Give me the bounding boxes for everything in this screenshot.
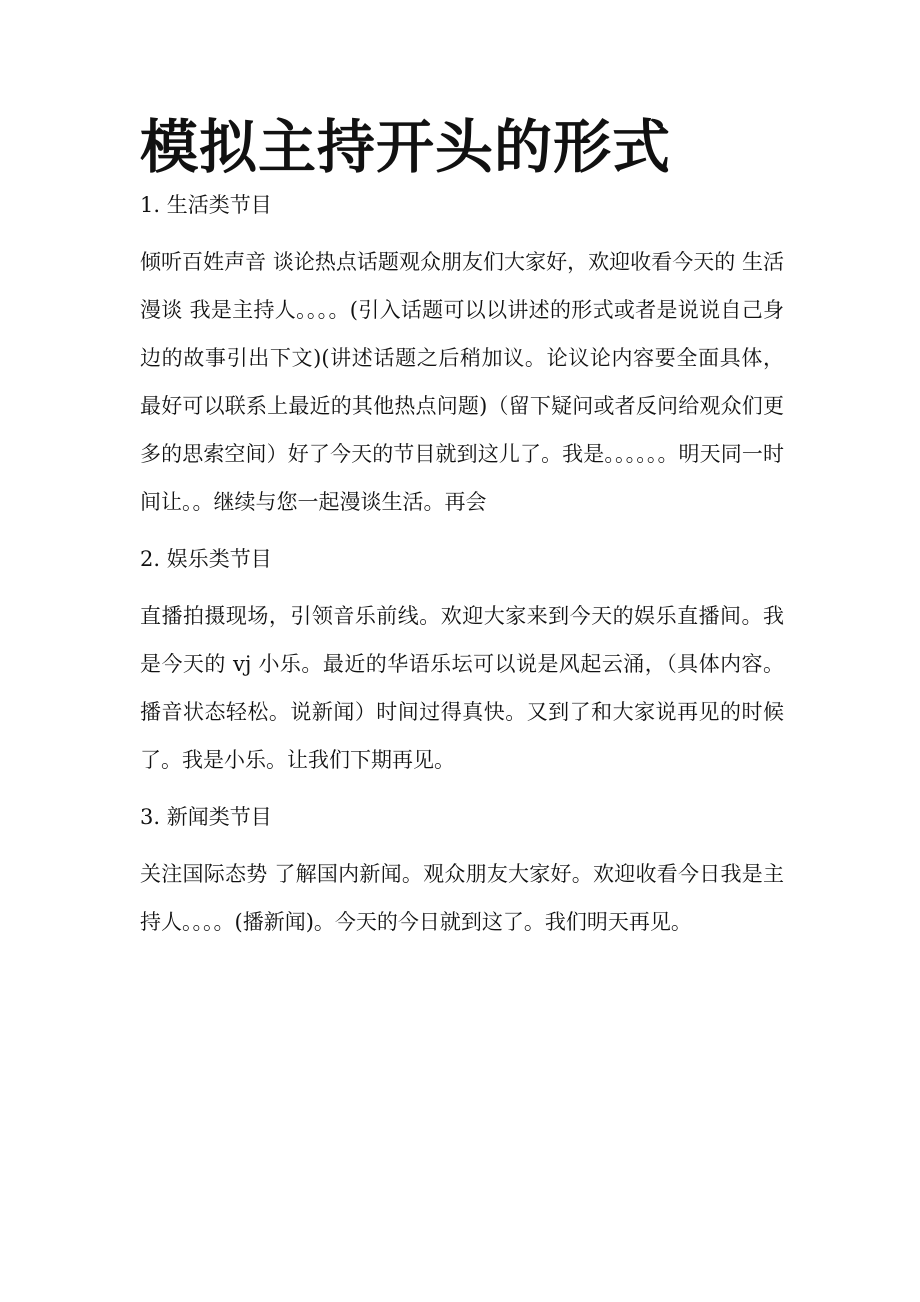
document-page	[140, 0, 784, 946]
document-title: 模拟主持开头的形式	[140, 113, 672, 181]
section-heading-entertainment: 2. 娱乐类节目	[140, 547, 272, 571]
section-heading-news: 3. 新闻类节目	[140, 805, 272, 829]
section-heading-life: 1. 生活类节目	[140, 193, 272, 217]
section-paragraph-news: 关注国际态势 了解国内新闻。观众朋友大家好。欢迎收看今日我是主持人。。。。(播新闻)。今天的今日就到这了。我们明天再见。	[140, 862, 784, 934]
section-paragraph-entertainment: 直播拍摄现场，引领音乐前线。欢迎大家来到今天的娱乐直播间。我是今天的 vj 小乐。最近的华语乐坛可以说是风起云涌，（具体内容。播音状态轻松。说新闻）时间过得真快。又到了和大家说再见的时候了。我是小乐。让我们下期再见。	[140, 604, 784, 772]
section-paragraph-life: 倾听百姓声音 谈论热点话题观众朋友们大家好，欢迎收看今天的 生活漫谈 我是主持人。。。。(引入话题可以以讲述的形式或者是说说自己身边的故事引出下文)(讲述话题之后稍加议。论议论内容要全面具体，最好可以联系上最近的其他热点问题)（留下疑问或者反问给观众们更多的思索空间）好了今天的节目就到这儿了。我是。。。。。。明天同一时间让。。继续与您一起漫谈生活。再会	[140, 250, 784, 514]
